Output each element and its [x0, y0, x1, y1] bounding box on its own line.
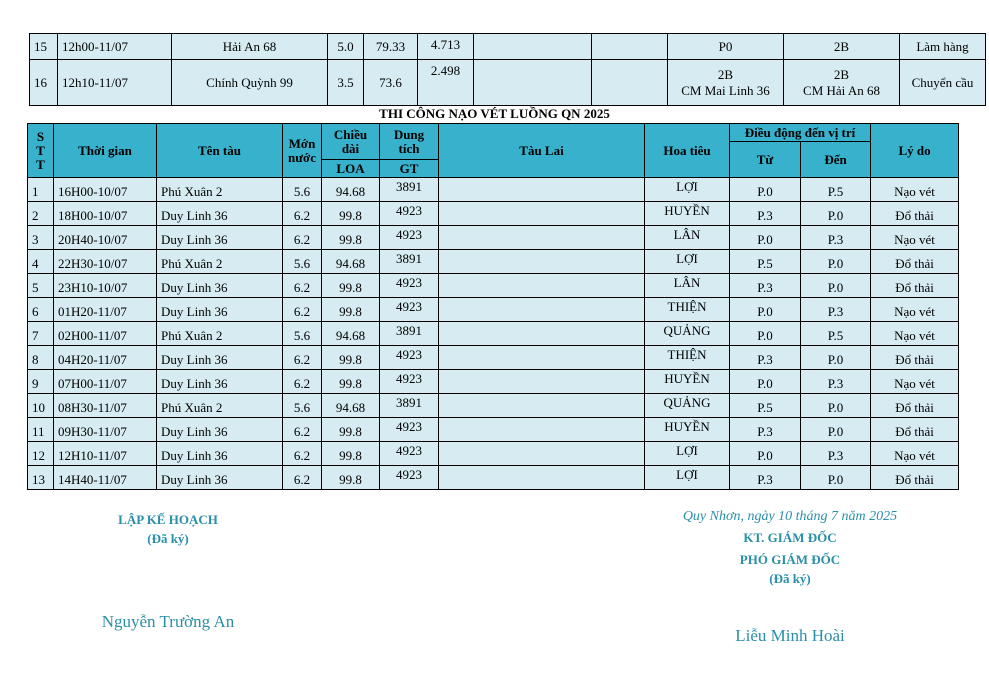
cell-draft: 5.6 — [283, 322, 322, 346]
cell-loa: 99.8 — [322, 418, 380, 442]
director-name: Liễu Minh Hoài — [735, 626, 845, 645]
cell-draft: 6.2 — [283, 226, 322, 250]
director-title-2: PHÓ GIÁM ĐỐC — [739, 552, 841, 567]
header-draft: Mớn nước — [283, 124, 322, 178]
cell-pilot: THIỆN — [645, 346, 730, 370]
cell-gt: 4923 — [380, 370, 439, 394]
cell-tug — [439, 322, 645, 346]
cell-stt: 7 — [28, 322, 54, 346]
cell-reason: Nạo vét — [871, 178, 959, 202]
cell-draft: 6.2 — [283, 346, 322, 370]
table-row — [28, 250, 959, 274]
cell-draft: 3.5 — [328, 60, 364, 106]
cell-stt: 12 — [28, 442, 54, 466]
cell-from: P.0 — [730, 226, 801, 250]
cell-to: P.0 — [801, 250, 871, 274]
cell-stt: 1 — [28, 178, 54, 202]
cell-stt: 13 — [28, 466, 54, 490]
cell-loa: 73.6 — [364, 60, 418, 106]
cell-draft: 6.2 — [283, 418, 322, 442]
cell-gt: 4923 — [380, 442, 439, 466]
cell-from: P.0 — [730, 178, 801, 202]
cell-to: P.0 — [801, 346, 871, 370]
cell-vessel: Phú Xuân 2 — [157, 250, 283, 274]
signature-left — [88, 510, 248, 632]
cell-to: P.5 — [801, 322, 871, 346]
cell-gt: 2.498 — [418, 60, 474, 106]
cell-gt: 4923 — [380, 298, 439, 322]
cell-vessel: Duy Linh 36 — [157, 202, 283, 226]
cell-pilot: LỢI — [645, 250, 730, 274]
cell-from: P.3 — [730, 274, 801, 298]
planner-title: LẬP KẾ HOẠCH — [118, 512, 218, 527]
cell-tug — [439, 466, 645, 490]
cell-gt: 3891 — [380, 322, 439, 346]
cell-reason: Đổ thải — [871, 274, 959, 298]
cell-reason: Đổ thải — [871, 346, 959, 370]
cell-gt: 4923 — [380, 418, 439, 442]
table-row — [28, 178, 959, 202]
cell-draft: 6.2 — [283, 442, 322, 466]
header-capacity: Dung tích — [380, 124, 439, 160]
cell-tug — [439, 178, 645, 202]
cell-to: P.3 — [801, 298, 871, 322]
cell-gt: 4923 — [380, 466, 439, 490]
cell-reason: Nạo vét — [871, 298, 959, 322]
cell-stt: 16 — [30, 60, 58, 106]
cell-from: P.3 — [730, 418, 801, 442]
table-row — [28, 298, 959, 322]
cell-to: P.5 — [801, 178, 871, 202]
cell-loa: 99.8 — [322, 466, 380, 490]
cell-loa: 94.68 — [322, 178, 380, 202]
cell-to: 2B CM Hải An 68 — [784, 60, 900, 106]
cell-reason: Đổ thải — [871, 250, 959, 274]
cell-pilot: QUẢNG — [645, 322, 730, 346]
cell-gt: 4923 — [380, 202, 439, 226]
cell-stt: 10 — [28, 394, 54, 418]
cell-vessel: Duy Linh 36 — [157, 298, 283, 322]
cell-time: 07H00-11/07 — [54, 370, 157, 394]
cell-draft: 6.2 — [283, 370, 322, 394]
cell-vessel: Phú Xuân 2 — [157, 394, 283, 418]
header-length: Chiều dài — [322, 124, 380, 160]
table-row — [30, 34, 986, 60]
cell-reason: Nạo vét — [871, 370, 959, 394]
cell-draft: 5.6 — [283, 178, 322, 202]
table-row — [30, 60, 986, 106]
cell-tug — [474, 34, 592, 60]
header-time: Thời gian — [54, 124, 157, 178]
cell-time: 08H30-11/07 — [54, 394, 157, 418]
cell-tug — [439, 226, 645, 250]
cell-reason: Làm hàng — [900, 34, 986, 60]
cell-to: P.0 — [801, 418, 871, 442]
cell-tug — [474, 60, 592, 106]
cell-vessel: Duy Linh 36 — [157, 442, 283, 466]
cell-time: 12h00-11/07 — [58, 34, 172, 60]
cell-stt: 15 — [30, 34, 58, 60]
director-title-1: KT. GIÁM ĐỐC — [743, 530, 837, 545]
cell-stt: 3 — [28, 226, 54, 250]
cell-tug — [439, 298, 645, 322]
director-signed: (Đã ký) — [769, 571, 811, 586]
cell-stt: 9 — [28, 370, 54, 394]
cell-gt: 4923 — [380, 226, 439, 250]
cell-time: 12h10-11/07 — [58, 60, 172, 106]
header-vessel: Tên tàu — [157, 124, 283, 178]
cell-loa: 99.8 — [322, 346, 380, 370]
cell-tug — [439, 346, 645, 370]
dredging-schedule-table — [27, 123, 959, 490]
header-tug: Tàu Lai — [439, 124, 645, 178]
cell-vessel: Duy Linh 36 — [157, 370, 283, 394]
cell-pilot: LỢI — [645, 178, 730, 202]
cell-vessel: Hải An 68 — [172, 34, 328, 60]
cell-vessel: Duy Linh 36 — [157, 466, 283, 490]
cell-gt: 3891 — [380, 394, 439, 418]
cell-from: P.0 — [730, 442, 801, 466]
cell-gt: 3891 — [380, 250, 439, 274]
cell-vessel: Duy Linh 36 — [157, 346, 283, 370]
cell-from: 2B CM Mai Linh 36 — [668, 60, 784, 106]
cell-loa: 94.68 — [322, 394, 380, 418]
cell-to: P.3 — [801, 442, 871, 466]
cell-time: 23H10-10/07 — [54, 274, 157, 298]
cell-to: P.0 — [801, 394, 871, 418]
section-title: THI CÔNG NẠO VÉT LUỒNG QN 2025 — [379, 106, 610, 121]
cell-draft: 6.2 — [283, 466, 322, 490]
cell-tug — [439, 202, 645, 226]
cell-draft: 6.2 — [283, 274, 322, 298]
cell-stt: 5 — [28, 274, 54, 298]
cell-to: 2B — [784, 34, 900, 60]
date-line: Quy Nhơn, ngày 10 tháng 7 năm 2025 — [682, 509, 898, 524]
cell-from: P.0 — [730, 322, 801, 346]
header-gt: GT — [380, 160, 439, 178]
cell-time: 09H30-11/07 — [54, 418, 157, 442]
cell-to: P.0 — [801, 202, 871, 226]
cell-pilot: LÂN — [645, 226, 730, 250]
cell-vessel: Duy Linh 36 — [157, 274, 283, 298]
cell-loa: 99.8 — [322, 298, 380, 322]
cell-from: P.5 — [730, 250, 801, 274]
cell-pilot: THIỆN — [645, 298, 730, 322]
cell-gt: 4923 — [380, 346, 439, 370]
cell-from: P.0 — [730, 298, 801, 322]
cell-draft: 5.6 — [283, 250, 322, 274]
cell-vessel: Duy Linh 36 — [157, 226, 283, 250]
cell-time: 12H10-11/07 — [54, 442, 157, 466]
cell-to: P.0 — [801, 466, 871, 490]
cell-stt: 4 — [28, 250, 54, 274]
cell-loa: 99.8 — [322, 274, 380, 298]
cell-loa: 99.8 — [322, 370, 380, 394]
cell-tug — [439, 274, 645, 298]
cell-draft: 5.6 — [283, 394, 322, 418]
cell-pilot: LÂN — [645, 274, 730, 298]
header-reason: Lý do — [871, 124, 959, 178]
cell-pilot: LỢI — [645, 442, 730, 466]
cell-time: 16H00-10/07 — [54, 178, 157, 202]
cell-tug — [439, 418, 645, 442]
cell-to: P.3 — [801, 226, 871, 250]
cell-vessel: Phú Xuân 2 — [157, 322, 283, 346]
cell-reason: Nạo vét — [871, 442, 959, 466]
cell-draft: 5.0 — [328, 34, 364, 60]
cell-reason: Đổ thải — [871, 418, 959, 442]
planner-signed: (Đã ký) — [147, 531, 189, 546]
cell-tug — [439, 250, 645, 274]
cell-vessel: Chính Quỳnh 99 — [172, 60, 328, 106]
cell-loa: 99.8 — [322, 202, 380, 226]
cell-time: 02H00-11/07 — [54, 322, 157, 346]
cell-time: 20H40-10/07 — [54, 226, 157, 250]
table-row — [28, 202, 959, 226]
cell-stt: 2 — [28, 202, 54, 226]
cell-time: 04H20-11/07 — [54, 346, 157, 370]
cell-pilot: HUYỀN — [645, 418, 730, 442]
cell-pilot: HUYỀN — [645, 370, 730, 394]
cell-from: P.3 — [730, 466, 801, 490]
header-to: Đến — [801, 142, 871, 178]
cell-vessel: Phú Xuân 2 — [157, 178, 283, 202]
cell-loa: 79.33 — [364, 34, 418, 60]
cell-reason: Nạo vét — [871, 226, 959, 250]
cell-time: 01H20-11/07 — [54, 298, 157, 322]
cell-tug — [439, 394, 645, 418]
cell-time: 22H30-10/07 — [54, 250, 157, 274]
cell-stt: 11 — [28, 418, 54, 442]
cell-draft: 6.2 — [283, 298, 322, 322]
cell-from: P0 — [668, 34, 784, 60]
planner-name: Nguyễn Trường An — [101, 612, 235, 631]
cell-tug — [439, 370, 645, 394]
cell-tug — [439, 442, 645, 466]
cell-gt: 3891 — [380, 178, 439, 202]
table-row — [28, 466, 959, 490]
cell-vessel: Duy Linh 36 — [157, 418, 283, 442]
cell-draft: 6.2 — [283, 202, 322, 226]
cell-to: P.0 — [801, 274, 871, 298]
table-row — [28, 274, 959, 298]
cell-loa: 99.8 — [322, 226, 380, 250]
table-row — [28, 322, 959, 346]
cell-from: P.3 — [730, 346, 801, 370]
header-move: Điều động đến vị trí — [730, 124, 871, 142]
header-pilot: Hoa tiêu — [645, 124, 730, 178]
cell-time: 18H00-10/07 — [54, 202, 157, 226]
previous-schedule-table — [29, 33, 986, 106]
cell-loa: 99.8 — [322, 442, 380, 466]
table-row — [28, 418, 959, 442]
cell-loa: 94.68 — [322, 322, 380, 346]
cell-from: P.5 — [730, 394, 801, 418]
table-row — [28, 226, 959, 250]
table-row — [28, 346, 959, 370]
cell-pilot: QUẢNG — [645, 394, 730, 418]
cell-reason: Đổ thải — [871, 466, 959, 490]
cell-to: P.3 — [801, 370, 871, 394]
cell-reason: Đổ thải — [871, 394, 959, 418]
cell-pilot: HUYỀN — [645, 202, 730, 226]
table-row — [28, 442, 959, 466]
cell-pilot: LỢI — [645, 466, 730, 490]
cell-from: P.3 — [730, 202, 801, 226]
cell-reason: Nạo vét — [871, 322, 959, 346]
cell-from: P.0 — [730, 370, 801, 394]
table-row — [28, 370, 959, 394]
header-from: Từ — [730, 142, 801, 178]
cell-reason: Chuyển cầu — [900, 60, 986, 106]
cell-stt: 8 — [28, 346, 54, 370]
table-row — [28, 394, 959, 418]
cell-stt: 6 — [28, 298, 54, 322]
cell-gt: 4.713 — [418, 34, 474, 60]
header-loa: LOA — [322, 160, 380, 178]
cell-gt: 4923 — [380, 274, 439, 298]
cell-loa: 94.68 — [322, 250, 380, 274]
signature-right — [650, 507, 930, 646]
header-stt: S T T — [28, 124, 54, 178]
cell-time: 14H40-11/07 — [54, 466, 157, 490]
cell-blank2 — [592, 60, 668, 106]
cell-reason: Đổ thải — [871, 202, 959, 226]
cell-blank2 — [592, 34, 668, 60]
